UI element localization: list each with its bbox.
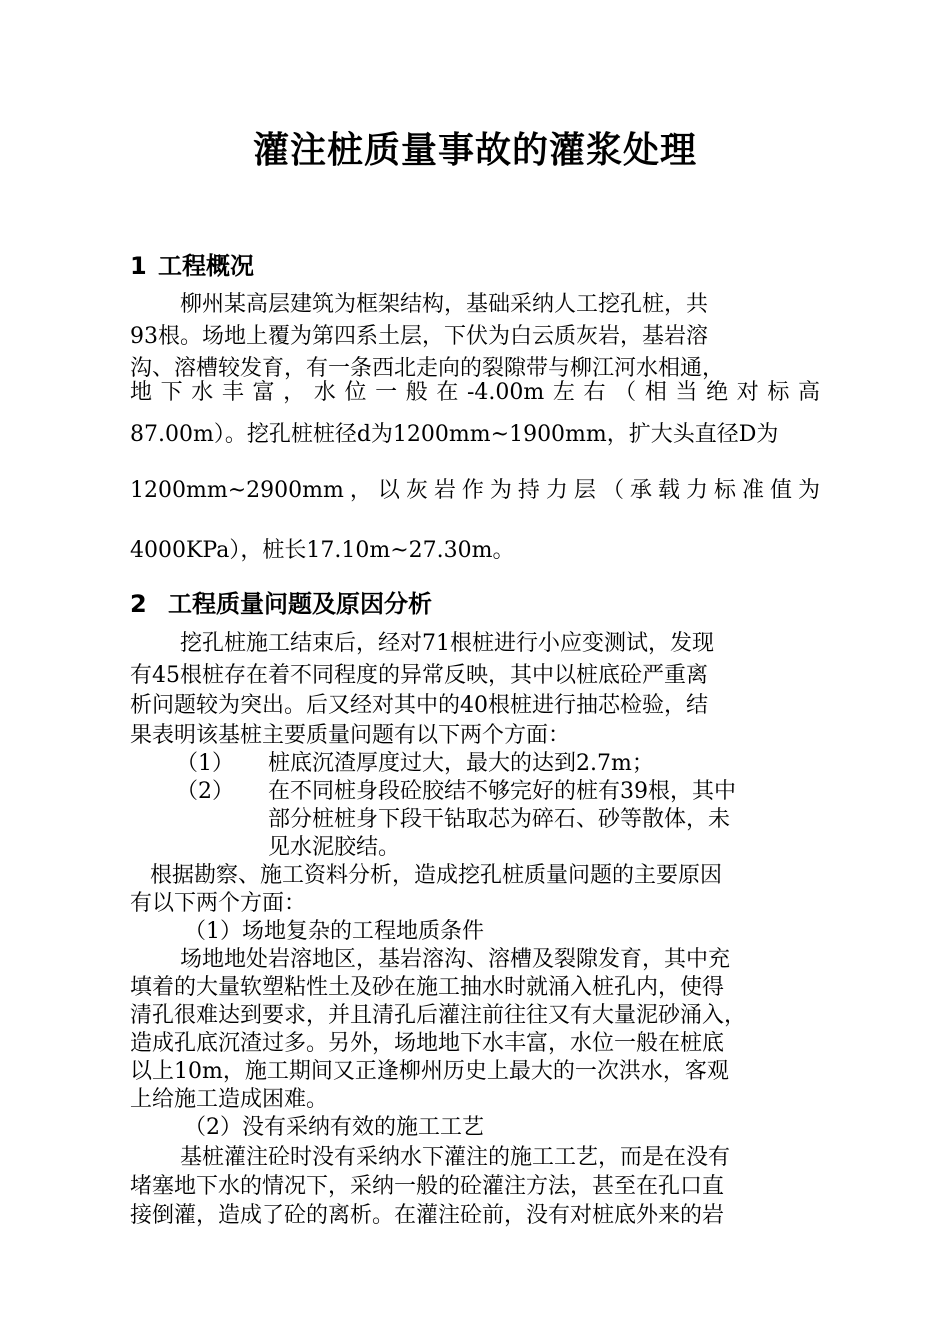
paragraph-line: 清孔很难达到要求，并且清孔后灌注前往往又有大量泥砂涌入， [130,1003,747,1028]
paragraph-line: 地下水丰富，水位一般在-4.00m左右（相当绝对标高 [130,380,820,405]
paragraph-line: 堵塞地下水的情况下，采纳一般的砼灌注方法，甚至在孔口直 [130,1174,725,1199]
list-item-line: 桩底沉渣厚度过大，最大的达到2.7m； [268,751,654,776]
paragraph-line: 根据勘察、施工资料分析，造成挖孔桩质量问题的主要原因 [150,863,723,888]
subsection-title: （2）没有采纳有效的施工工艺 [184,1115,484,1140]
list-marker: （2） [176,779,234,804]
paragraph-line: 基桩灌注砼时没有采纳水下灌注的施工工艺，而是在没有 [180,1145,731,1170]
paragraph-line: 1200mm~2900mm，以灰岩作为持力层（承载力标准值为 [130,478,820,503]
paragraph-line: 果表明该基桩主要质量问题有以下两个方面： [130,723,571,748]
paragraph-line: 挖孔桩施工结束后，经对71根桩进行小应变测试，发现 [180,631,714,656]
paragraph-line: 以上10m，施工期间又正逢柳州历史上最大的一次洪水，客观 [130,1059,729,1084]
paragraph-line: 柳州某高层建筑为框架结构，基础采纳人工挖孔桩，共 [180,292,709,317]
paragraph-line: 上给施工造成困难。 [130,1087,329,1112]
document-title: 灌注桩质量事故的灌浆处理 [252,130,697,171]
list-item-line: 见水泥胶结。 [268,835,401,860]
list-marker: （1） [176,751,234,776]
section-1-title: 工程概况 [158,252,254,280]
section-2-number: 2 [130,590,147,618]
paragraph-line: 析问题较为突出。后又经对其中的40根桩进行抽芯检验，结 [130,693,708,718]
section-2-title: 工程质量问题及原因分析 [168,590,432,618]
section-2-heading [130,588,432,620]
list-item-line: 部分桩桩身下段干钻取芯为碎石、砂等散体，未 [268,807,731,832]
paragraph-line: 4000KPa），桩长17.10m~27.30m。 [130,538,515,563]
paragraph-line: 沟、溶槽较发育，有一条西北走向的裂隙带与柳江河水相通， [130,356,725,381]
subsection-title: （1）场地复杂的工程地质条件 [184,919,484,944]
paragraph-line: 场地地处岩溶地区，基岩溶沟、溶槽及裂隙发育，其中充 [180,947,731,972]
section-1-heading [130,250,254,282]
paragraph-line: 有45根桩存在着不同程度的异常反映，其中以桩底砼严重离 [130,663,708,688]
list-item-line: 在不同桩身段砼胶结不够完好的桩有39根，其中 [268,779,736,804]
paragraph-line: 接倒灌，造成了砼的离析。在灌注砼前，没有对桩底外来的岩 [130,1203,725,1228]
section-1-number: 1 [130,252,147,280]
paragraph-line: 93根。场地上覆为第四系土层，下伏为白云质灰岩，基岩溶 [130,324,708,349]
paragraph-line: 87.00m）。挖孔桩桩径d为1200mm~1900mm，扩大头直径D为 [130,422,779,447]
paragraph-line: 造成孔底沉渣过多。另外，场地地下水丰富，水位一般在桩底 [130,1031,725,1056]
paragraph-line: 有以下两个方面： [130,891,307,916]
paragraph-line: 填着的大量软塑粘性土及砂在施工抽水时就涌入桩孔内，使得 [130,975,725,1000]
